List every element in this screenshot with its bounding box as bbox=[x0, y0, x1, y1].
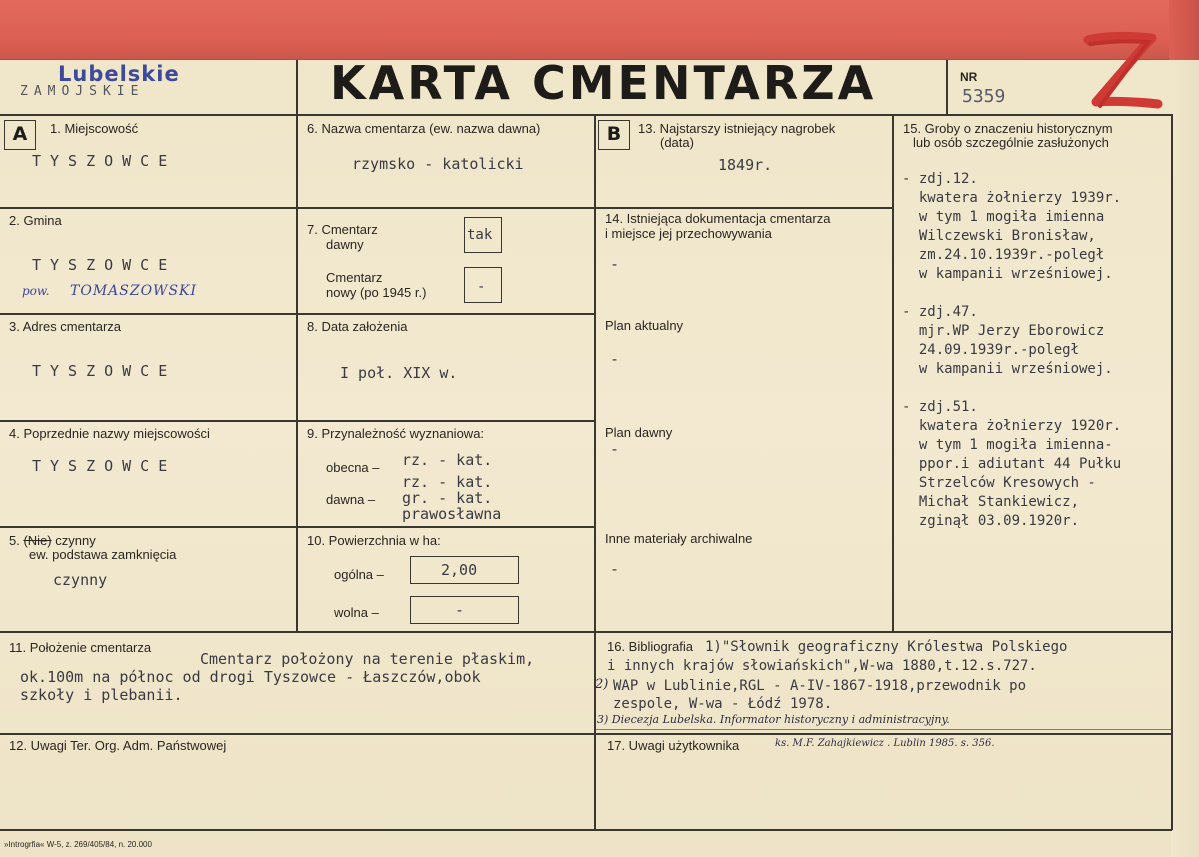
field-12-label: 12. Uwagi Ter. Org. Adm. Państwowej bbox=[9, 738, 227, 753]
field-13-label-1: 13. Najstarszy istniejący nagrobek bbox=[638, 121, 836, 136]
field-11-line-1: Cmentarz położony na terenie płaskim, bbox=[200, 650, 535, 668]
field-7-value-a: tak bbox=[467, 227, 493, 243]
historic-graves-list bbox=[902, 170, 1121, 531]
field-5-sublabel: ew. podstawa zamknięcia bbox=[29, 547, 177, 562]
region-typed: ZAMOJSKIE bbox=[20, 84, 145, 99]
field-8-value: I poł. XIX w. bbox=[340, 364, 458, 382]
historic-grave-line: Wilczewski Bronisław, bbox=[902, 228, 1096, 244]
field-16-line-3-prefix: 2) bbox=[595, 677, 609, 692]
field-16-line-4: zespole, W-wa - Łódź 1978. bbox=[613, 696, 833, 712]
historic-grave-line: zm.24.10.1939r.-poległ bbox=[902, 247, 1105, 263]
historic-grave-line: Michał Stankiewicz, bbox=[902, 494, 1080, 510]
red-header-band bbox=[0, 0, 1199, 60]
field-4-value: TYSZOWCE bbox=[32, 457, 177, 475]
inne-materialy-label: Inne materiały archiwalne bbox=[605, 531, 753, 546]
field-8-label: 8. Data założenia bbox=[307, 319, 408, 334]
historic-grave-line: w tym 1 mogiła imienna bbox=[902, 209, 1105, 225]
historic-grave-line: - zdj.51. bbox=[902, 399, 978, 415]
historic-grave-line bbox=[902, 379, 1121, 398]
field-7-label-b1: Cmentarz bbox=[326, 270, 383, 285]
field-16-line-2: i innych krajów słowiańskich",W-wa 1880,t.12.s.727. bbox=[607, 658, 1037, 674]
field-15-label-2: lub osób szczególnie zasłużonych bbox=[913, 135, 1109, 150]
field-14-label-2: i miejsce jej przechowywania bbox=[605, 226, 772, 241]
field-10-wolna-box bbox=[410, 596, 519, 624]
field-17-label: 17. Uwagi użytkownika bbox=[607, 738, 740, 753]
field-4-label: 4. Poprzednie nazwy miejscowości bbox=[9, 426, 210, 441]
field-9-obecna-value: rz. - kat. bbox=[402, 451, 493, 469]
field-9-dawna-value3: prawosławna bbox=[402, 505, 502, 523]
field-1-value: TYSZOWCE bbox=[32, 152, 177, 170]
field-5-label: 5. (Nie) czynny bbox=[9, 533, 96, 548]
historic-grave-line: w kampanii wrześniowej. bbox=[902, 361, 1113, 377]
field-7-box-nowy bbox=[464, 267, 502, 303]
field-9-label: 9. Przynależność wyznaniowa: bbox=[307, 426, 485, 441]
historic-grave-line: - zdj.47. bbox=[902, 304, 978, 320]
field-13-label-2: (data) bbox=[660, 135, 694, 150]
field-9-obecna-label: obecna – bbox=[326, 460, 380, 475]
field-9-dawna-value2: gr. - kat. bbox=[402, 489, 493, 507]
historic-grave-line: w kampanii wrześniowej. bbox=[902, 266, 1113, 282]
plan-aktualny-value: - bbox=[610, 350, 620, 368]
field-7-value-b: - bbox=[477, 279, 486, 295]
field-16-line-1: 1)"Słownik geograficzny Królestwa Polskiego bbox=[705, 639, 1068, 655]
field-17-value: ks. M.F. Zahajkiewicz . Lublin 1985. s. 356. bbox=[775, 738, 995, 749]
field-2-value: TYSZOWCE bbox=[32, 256, 177, 274]
historic-grave-line: - zdj.12. bbox=[902, 171, 978, 187]
nr-value: 5359 bbox=[962, 86, 1006, 107]
field-5-value: czynny bbox=[53, 571, 108, 589]
nr-label: NR bbox=[960, 70, 978, 84]
historic-grave-line: ppor.i adiutant 44 Pułku bbox=[902, 456, 1122, 472]
field-3-label: 3. Adres cmentarza bbox=[9, 319, 121, 334]
field-11-label: 11. Położenie cmentarza bbox=[9, 640, 152, 655]
region-stamp: Lubelskie bbox=[58, 62, 180, 86]
field-10-ogolna-label: ogólna – bbox=[334, 567, 384, 582]
field-11-line-3: szkoły i plebanii. bbox=[20, 686, 183, 704]
field-7-label-a1: 7. Cmentarz bbox=[307, 222, 378, 237]
field-10-wolna-label: wolna – bbox=[334, 605, 379, 620]
field-16-line-5: 3) Diecezja Lubelska. Informator historyczny i administracyjny. bbox=[597, 713, 950, 726]
historic-grave-line: zginął 03.09.1920r. bbox=[902, 513, 1080, 529]
historic-grave-line: 24.09.1939r.-poległ bbox=[902, 342, 1080, 358]
plan-dawny-label: Plan dawny bbox=[605, 425, 673, 440]
historic-grave-line: kwatera żołnierzy 1920r. bbox=[902, 418, 1122, 434]
field-7-label-b2: nowy (po 1945 r.) bbox=[326, 285, 427, 300]
historic-grave-line: mjr.WP Jerzy Eborowicz bbox=[902, 323, 1105, 339]
field-1-label: 1. Miejscowość bbox=[50, 121, 139, 136]
field-7-box-dawny bbox=[464, 217, 502, 253]
field-9-dawna-value1: rz. - kat. bbox=[402, 473, 493, 491]
print-footer: »Introgrfia« W-5, z. 269/405/84, n. 20.000 bbox=[4, 840, 152, 849]
red-z-mark bbox=[1082, 30, 1164, 116]
inne-materialy-value: - bbox=[610, 560, 620, 578]
field-7-label-a2: dawny bbox=[326, 237, 364, 252]
field-2-pow-prefix: pow. bbox=[22, 284, 50, 298]
field-14-value: - bbox=[610, 255, 620, 273]
section-b-marker: B bbox=[598, 120, 630, 150]
field-5-struck-word: (Nie) bbox=[23, 533, 52, 548]
field-14-label-1: 14. Istniejąca dokumentacja cmentarza bbox=[605, 211, 831, 226]
historic-grave-line: Strzelców Kresowych - bbox=[902, 475, 1096, 491]
field-6-value: rzymsko - katolicki bbox=[352, 155, 524, 173]
field-9-dawna-label: dawna – bbox=[326, 492, 376, 507]
field-10-wolna-value: - bbox=[455, 601, 465, 619]
field-10-ogolna-value: 2,00 bbox=[441, 561, 478, 579]
field-2-pow-value: TOMASZOWSKI bbox=[70, 283, 198, 299]
plan-aktualny-label: Plan aktualny bbox=[605, 318, 684, 333]
section-a-marker: A bbox=[4, 120, 36, 150]
field-15-label-1: 15. Groby o znaczeniu historycznym bbox=[903, 121, 1113, 136]
historic-grave-line bbox=[902, 284, 1121, 303]
field-6-label: 6. Nazwa cmentarza (ew. nazwa dawna) bbox=[307, 121, 541, 136]
field-10-ogolna-box bbox=[410, 556, 519, 584]
field-16-line-3: WAP w Lublinie,RGL - A-IV-1867-1918,przewodnik po bbox=[613, 678, 1027, 694]
plan-dawny-value: - bbox=[610, 440, 620, 458]
field-16-label: 16. Bibliografia bbox=[607, 639, 693, 654]
field-3-value: TYSZOWCE bbox=[32, 362, 177, 380]
field-10-label: 10. Powierzchnia w ha: bbox=[307, 533, 441, 548]
page-title: KARTA CMENTARZA bbox=[330, 56, 877, 110]
field-11-line-2: ok.100m na północ od drogi Tyszowce - Łaszczów,obok bbox=[20, 668, 481, 686]
field-2-label: 2. Gmina bbox=[9, 213, 62, 228]
historic-grave-line: kwatera żołnierzy 1939r. bbox=[902, 190, 1122, 206]
field-13-value: 1849r. bbox=[718, 156, 773, 174]
historic-grave-line: w tym 1 mogiła imienna- bbox=[902, 437, 1113, 453]
